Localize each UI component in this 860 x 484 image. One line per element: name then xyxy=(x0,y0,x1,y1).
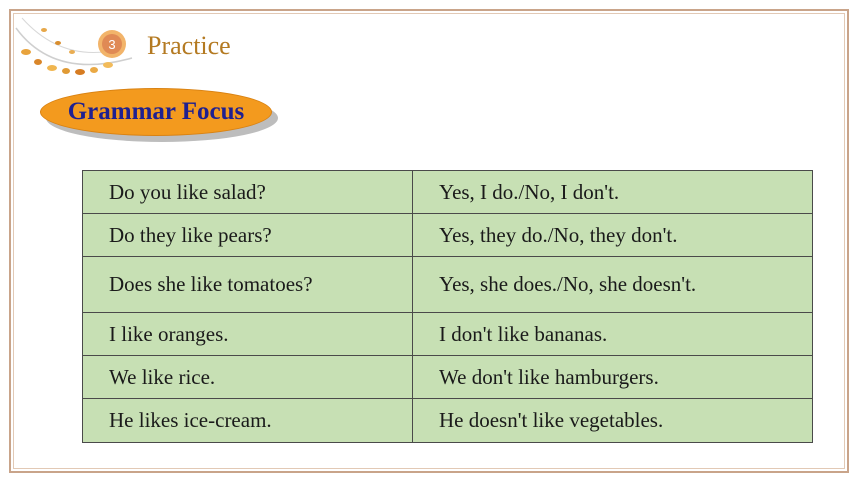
grammar-focus-badge xyxy=(40,88,278,140)
table-cell-question: Do they like pears? xyxy=(83,214,413,257)
table-cell-answer: Yes, they do./No, they don't. xyxy=(413,214,813,257)
table-row xyxy=(83,399,813,443)
table-row xyxy=(83,257,813,313)
leaf-garland-decoration xyxy=(14,10,134,85)
table-cell-question: Do you like salad? xyxy=(83,171,413,214)
table-row xyxy=(83,171,813,214)
table-cell-statement: We don't like hamburgers. xyxy=(413,356,813,399)
table-cell-question: Does she like tomatoes? xyxy=(83,257,413,313)
table-row xyxy=(83,356,813,399)
table-row xyxy=(83,313,813,356)
step-number: 3 xyxy=(108,37,116,52)
section-title: Practice xyxy=(147,31,231,60)
grammar-table xyxy=(82,170,813,443)
table-cell-answer: Yes, she does./No, she doesn't. xyxy=(413,257,813,313)
table-cell-statement: I like oranges. xyxy=(83,313,413,356)
table-cell-statement: I don't like bananas. xyxy=(413,313,813,356)
table-cell-statement: He doesn't like vegetables. xyxy=(413,399,813,443)
table-cell-statement: He likes ice-cream. xyxy=(83,399,413,443)
badge-label: Grammar Focus xyxy=(67,98,245,125)
table-row xyxy=(83,214,813,257)
table-cell-statement: We like rice. xyxy=(83,356,413,399)
table-cell-answer: Yes, I do./No, I don't. xyxy=(413,171,813,214)
